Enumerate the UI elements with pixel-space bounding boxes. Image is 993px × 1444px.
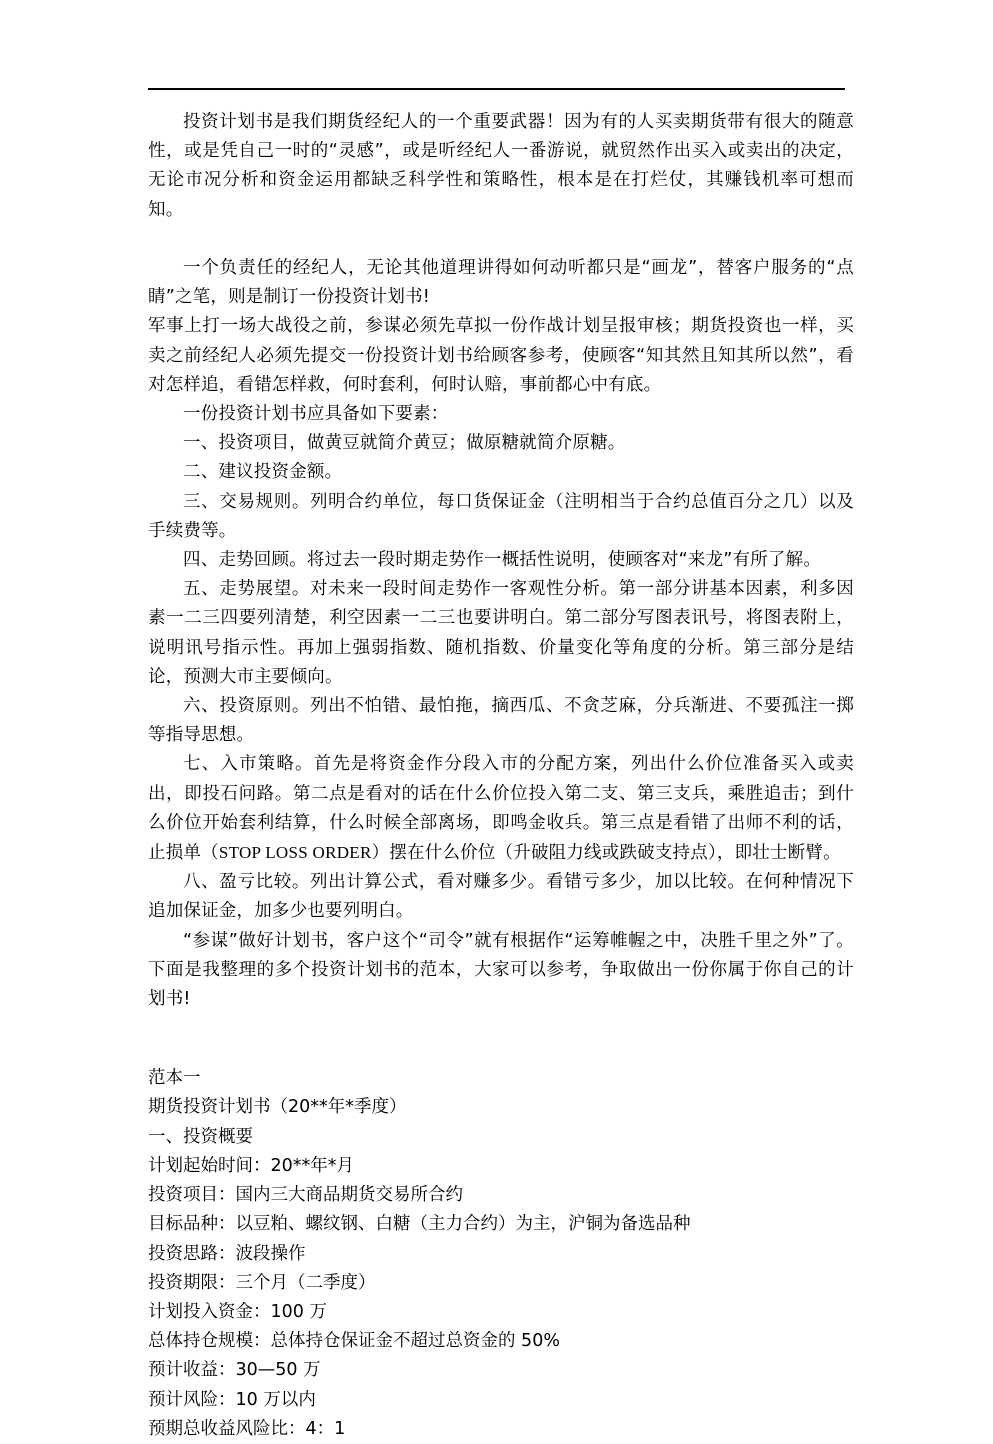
list-item-four: 四、走势回顾。将过去一段时期走势作一概括性说明，使顾客对“来龙”有所了解。: [183, 550, 822, 571]
list-item-three: 三、交易规则。列明合约单位，每口货保证金（注明相当于合约总值百分之几）以及手续费等。: [148, 491, 854, 541]
list-item-five: 五、走势展望。对未来一段时间走势作一客观性分析。第一部分讲基本因素，利多因素一二三四要列清楚，利空因素一二三也要讲明白。第二部分写图表讯号，将图表附上，说明讯号指示性。再加上强弱指数、随机指数、价量变化等角度的分析。第三部分是结论，预测大市主要倾向。: [148, 579, 854, 687]
list-item-seven-part-a: 七、入市策略。首先是将资金作分段入市的分配方案，列出什么价位准备买入或卖出，即投石问路。第二点是看对的话在什么价位投入第二支、第三支兵，乘胜追击；到什么价位开始套利结算，什么时候全部离场，即鸣金收兵。第三点是看错了出师不利的话，止损单（: [148, 754, 854, 864]
document-body: [148, 108, 854, 1444]
field-start-time: 计划起始时间：20**年*月: [148, 1155, 355, 1176]
list-item-seven: [148, 750, 854, 868]
sample-label: 范本一: [148, 1068, 201, 1089]
stop-loss-order-term: STOP LOSS ORDER: [218, 843, 372, 863]
sample-section-one: 一、投资概要: [148, 1126, 253, 1147]
list-item-seven-part-b: ）摆在什么价位（升破阻力线或跌破支持点），即壮士断臂。: [371, 843, 841, 864]
field-return-risk-ratio: 预期总收益风险比：4：1: [148, 1418, 346, 1439]
paragraph-closing: “参谋”做好计划书，客户这个“司令”就有根据作“运筹帷幄之中，决胜千里之外”了。下面是我整理的多个投资计划书的范本，大家可以参考，争取做出一份你属于你自己的计划书!: [148, 930, 854, 1010]
paragraph-elements-intro: 一份投资计划书应具备如下要素：: [183, 404, 449, 425]
field-total-position-scale: 总体持仓规模：总体持仓保证金不超过总资金的 50%: [148, 1331, 560, 1352]
paragraph-spacer: [148, 225, 854, 254]
field-investment-term: 投资期限：三个月（二季度）: [148, 1272, 376, 1293]
paragraph-intro-2: 一个负责任的经纪人，无论其他道理讲得如何动听都只是“画龙”，替客户服务的“点睛”之笔，则是制订一份投资计划书!: [148, 258, 854, 308]
paragraph-intro-1: 投资计划书是我们期货经纪人的一个重要武器！因为有的人买卖期货带有很大的随意性，或是凭自己一时的“灵感”，或是听经纪人一番游说，就贸然作出买入或卖出的决定，无论市况分析和资金运用都缺乏科学性和策略性，根本是在打烂仗，其赚钱机率可想而知。: [148, 112, 854, 220]
list-item-one: 一、投资项目，做黄豆就简介黄豆；做原糖就简介原糖。: [183, 433, 626, 454]
list-item-eight: 八、盈亏比较。列出计算公式，看对赚多少。看错亏多少，加以比较。在何种情况下追加保证金，加多少也要列明白。: [148, 872, 854, 922]
paragraph-military: 军事上打一场大战役之前，参谋必须先草拟一份作战计划呈报审核；期货投资也一样，买卖之前经纪人必须先提交一份投资计划书给顾客参考，使顾客“知其然且知其所以然”，看对怎样追，看错怎样救，何时套利，何时认赔，事前都心中有底。: [148, 316, 854, 395]
list-item-two: 二、建议投资金额。: [183, 462, 343, 483]
section-spacer: [148, 1014, 854, 1064]
header-horizontal-rule: [148, 88, 845, 90]
field-expected-risk: 预计风险：10 万以内: [148, 1389, 316, 1410]
field-target-varieties: 目标品种：以豆粕、螺纹钢、白糖（主力合约）为主，沪铜为备选品种: [148, 1214, 691, 1235]
field-investment-approach: 投资思路：波段操作: [148, 1243, 306, 1264]
field-expected-return: 预计收益：30—50 万: [148, 1360, 321, 1381]
list-item-six: 六、投资原则。列出不怕错、最怕拖，摘西瓜、不贪芝麻，分兵渐进、不要孤注一掷等指导思想。: [148, 696, 854, 746]
field-planned-capital: 计划投入资金：100 万: [148, 1301, 327, 1322]
sample-title: 期货投资计划书（20**年*季度）: [148, 1097, 407, 1118]
field-investment-project: 投资项目：国内三大商品期货交易所合约: [148, 1185, 463, 1206]
